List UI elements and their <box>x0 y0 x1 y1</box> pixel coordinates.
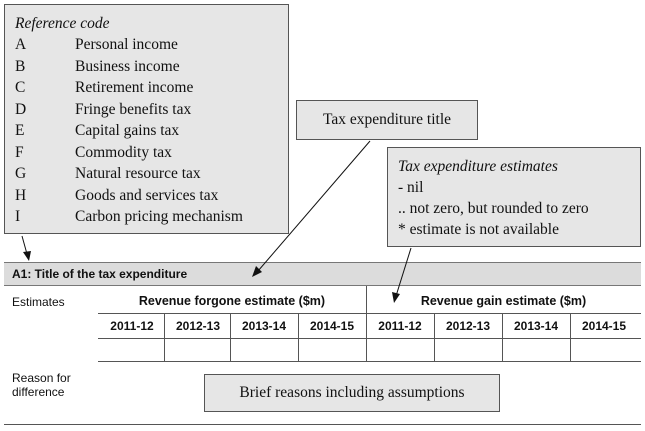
table-title: A1: Title of the tax expenditure <box>12 267 188 281</box>
estimates-legend-line: .. not zero, but rounded to zero <box>398 200 589 217</box>
reference-code-letter: D <box>15 100 27 118</box>
reference-code-label: Retirement income <box>75 79 194 96</box>
reference-code-letter: B <box>15 57 26 75</box>
estimates-legend-line: - nil <box>398 179 424 196</box>
reference-code-label: Commodity tax <box>75 143 172 161</box>
year-header: 2013-14 <box>241 319 287 333</box>
reference-code-heading: Reference code <box>15 15 110 32</box>
reason-label-line2: difference <box>12 385 65 399</box>
reference-arrow-head <box>23 251 31 261</box>
reasons-callout: Brief reasons including assumptions <box>204 374 500 412</box>
year-header: 2012-13 <box>175 319 221 333</box>
reference-code-label: Natural resource tax <box>75 165 201 182</box>
estimates-arrow-head <box>392 292 400 303</box>
year-header: 2012-13 <box>445 319 491 333</box>
reference-code-letter: F <box>15 143 24 161</box>
reference-code-label: Personal income <box>75 36 178 53</box>
reference-arrow-line <box>22 236 27 254</box>
reference-code-letter: C <box>15 79 26 96</box>
reference-code-letter: G <box>15 165 27 182</box>
revenue-gain-header: Revenue gain estimate ($m) <box>420 294 587 308</box>
estimates-callout-heading: Tax expenditure estimates <box>398 158 558 175</box>
year-header: 2014-15 <box>309 319 355 333</box>
reference-code-letter: A <box>15 36 27 53</box>
year-header: 2014-15 <box>581 319 627 333</box>
reference-code-letter: H <box>15 186 27 204</box>
reference-code-letter: I <box>15 208 21 225</box>
reference-code-label: Fringe benefits tax <box>75 100 192 118</box>
revenue-forgone-header: Revenue forgone estimate ($m) <box>138 294 326 308</box>
reference-code-label: Goods and services tax <box>75 186 219 204</box>
estimates-legend-line: * estimate is not available <box>398 221 559 238</box>
year-header: 2011-12 <box>378 319 422 333</box>
reference-code-letter: E <box>15 122 25 139</box>
reason-label-line1: Reason for <box>12 371 71 385</box>
title-arrow-line <box>258 141 370 271</box>
year-header: 2011-12 <box>110 319 154 333</box>
estimates-label: Estimates <box>12 295 65 309</box>
estimates-arrow-line <box>396 248 411 296</box>
title-callout: Tax expenditure title <box>296 100 478 140</box>
reference-code-label: Capital gains tax <box>75 122 180 139</box>
reference-code-label: Business income <box>75 57 180 75</box>
reference-code-label: Carbon pricing mechanism <box>75 208 243 225</box>
year-header: 2013-14 <box>513 319 559 333</box>
